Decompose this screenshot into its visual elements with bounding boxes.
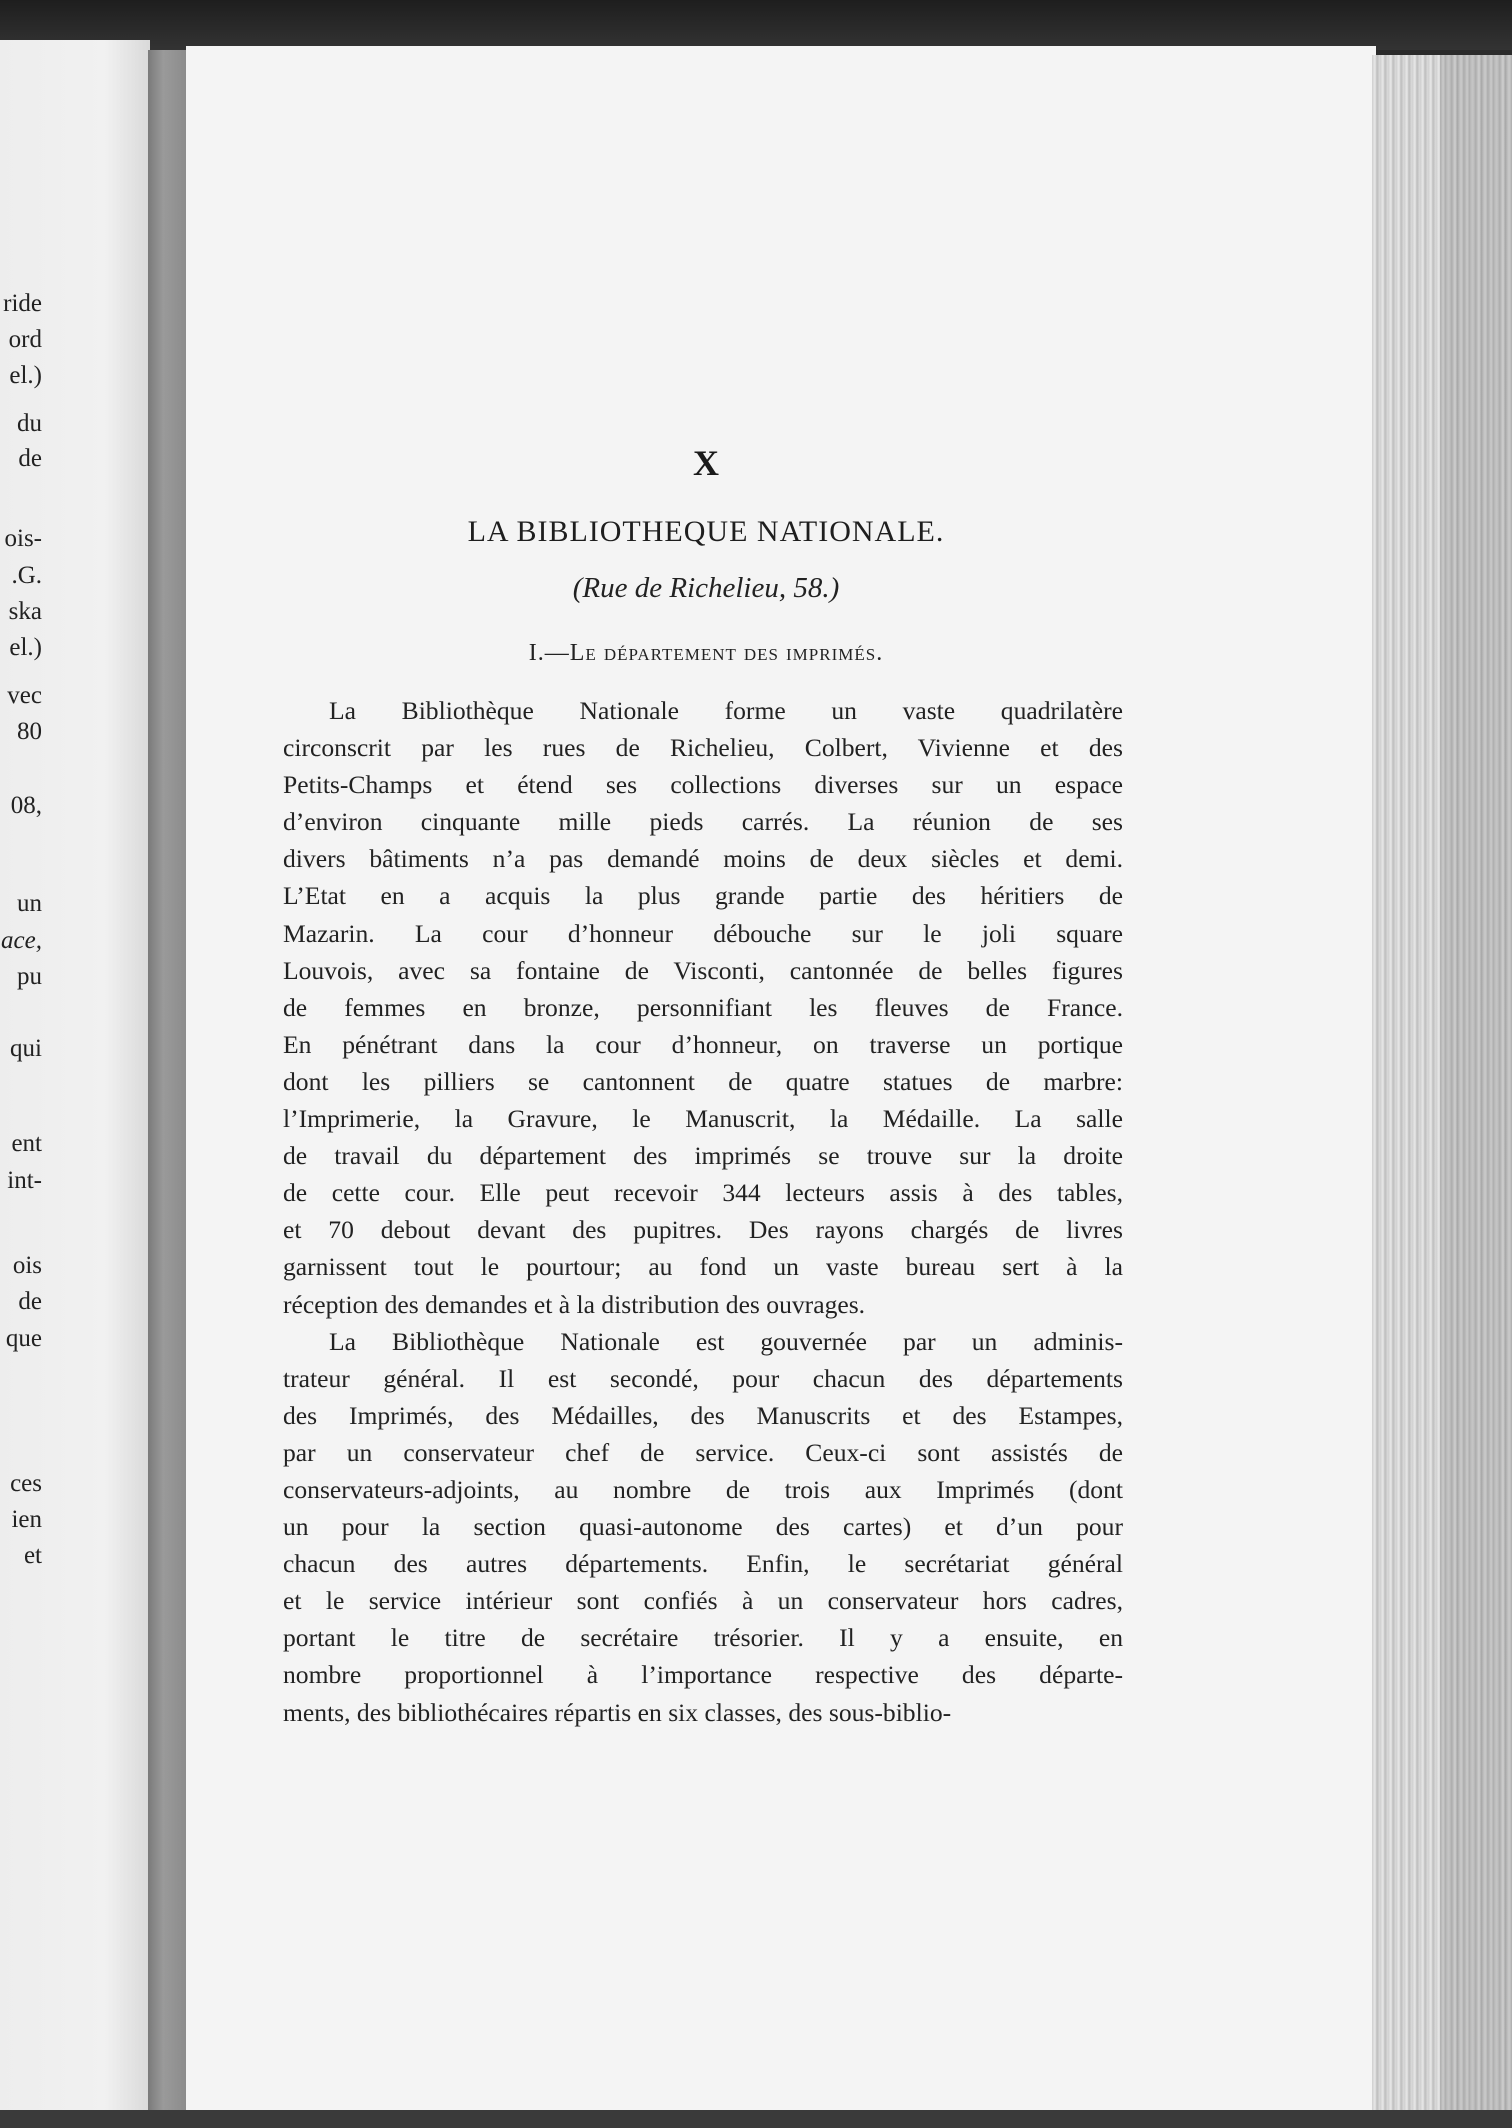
left-page-fragment: ois <box>12 1252 42 1279</box>
body-line: de femmes en bronze, personnifiant les fleuves de France. <box>283 992 1123 1022</box>
body-line: des Imprimés, des Médailles, des Manuscrits et des Estampes, <box>283 1400 1123 1430</box>
body-line: ments, des bibliothécaires répartis en six classes, des sous-biblio- <box>283 1697 952 1727</box>
body-line: En pénétrant dans la cour d’honneur, on traverse un portique <box>283 1029 1123 1059</box>
left-page-fragment: de <box>18 445 42 472</box>
body-line: l’Imprimerie, la Gravure, le Manuscrit, la Médaille. La salle <box>283 1104 1123 1134</box>
left-page-fragment: qui <box>10 1035 42 1062</box>
body-line: d’environ cinquante mille pieds carrés. La réunion de ses <box>283 807 1123 837</box>
chapter-number: X <box>693 443 719 483</box>
page-edges-shadow <box>1440 55 1512 2110</box>
left-page-fragment: .G. <box>11 562 42 589</box>
body-line: chacun des autres départements. Enfin, le secrétariat général <box>283 1549 1123 1579</box>
body-line: trateur général. Il est secondé, pour chacun des départements <box>283 1363 1123 1393</box>
left-page-fragment: ride <box>3 290 42 317</box>
body-line: conservateurs-adjoints, au nombre de trois aux Imprimés (dont <box>283 1474 1123 1504</box>
left-page-fragment: el.) <box>9 634 42 661</box>
body-line: de cette cour. Elle peut recevoir 344 lecteurs assis à des tables, <box>283 1178 1123 1208</box>
left-page-fragment: int- <box>7 1167 42 1194</box>
left-page-fragment: 08, <box>10 792 42 819</box>
body-line: garnissent tout le pourtour; au fond un vaste bureau sert à la <box>283 1252 1123 1282</box>
body-line: par un conservateur chef de service. Ceux-ci sont assistés de <box>283 1437 1123 1467</box>
section-heading <box>286 640 1126 667</box>
left-page-fragment: pu <box>17 963 42 990</box>
body-line: Mazarin. La cour d’honneur débouche sur le joli square <box>283 918 1123 948</box>
left-page-fragment: de <box>18 1288 42 1315</box>
body-line: un pour la section quasi-autonome des cartes) et d’un pour <box>283 1512 1123 1542</box>
left-page-fragment: ord <box>8 326 42 353</box>
body-line: La Bibliothèque Nationale est gouvernée par un adminis- <box>329 1326 1123 1356</box>
body-line: circonscrit par les rues de Richelieu, Colbert, Vivienne et des <box>283 733 1123 763</box>
left-page-fragment: que <box>5 1325 42 1352</box>
left-page-fragment: ska <box>8 598 42 625</box>
left-page-fragment: du <box>17 410 42 437</box>
body-line: réception des demandes et à la distribution des ouvrages. <box>283 1289 866 1319</box>
body-line: de travail du département des imprimés se trouve sur la droite <box>283 1141 1123 1171</box>
left-page-fragment: ces <box>10 1470 42 1497</box>
body-line: L’Etat en a acquis la plus grande partie des héritiers de <box>283 881 1123 911</box>
background-top <box>0 0 1512 50</box>
left-page-fragment: un <box>17 890 42 917</box>
left-page-fragment: el.) <box>9 362 42 389</box>
left-page-fragment: ois- <box>4 525 42 552</box>
body-line: Louvois, avec sa fontaine de Visconti, cantonnée de belles figures <box>283 955 1123 985</box>
background-bottom <box>0 2110 1512 2128</box>
left-page-fragment: ien <box>11 1506 42 1533</box>
body-line: La Bibliothèque Nationale forme un vaste quadrilatère <box>329 696 1123 725</box>
book-gutter <box>148 50 186 2120</box>
page-title: LA BIBLIOTHEQUE NATIONALE. <box>467 515 945 548</box>
left-page <box>0 40 150 2120</box>
body-text <box>283 692 1123 1731</box>
body-line: portant le titre de secrétaire trésorier. Il y a ensuite, en <box>283 1623 1123 1653</box>
section-heading-text: I.—Le département des imprimés. <box>528 640 884 666</box>
left-page-fragment: vec <box>7 682 42 709</box>
body-line: et le service intérieur sont confiés à un conservateur hors cadres, <box>283 1586 1123 1616</box>
body-line: dont les pilliers se cantonnent de quatre statues de marbre: <box>283 1066 1123 1096</box>
body-line: Petits-Champs et étend ses collections diverses sur un espace <box>283 770 1123 800</box>
page-subtitle: (Rue de Richelieu, 58.) <box>572 572 840 604</box>
left-page-fragment: ace, <box>1 927 42 954</box>
left-page-fragment: ent <box>11 1130 42 1157</box>
body-line: et 70 debout devant des pupitres. Des rayons chargés de livres <box>283 1215 1123 1245</box>
left-page-fragment: 80 <box>17 718 42 745</box>
body-line: divers bâtiments n’a pas demandé moins de deux siècles et demi. <box>283 844 1123 874</box>
left-page-fragment: et <box>23 1542 42 1569</box>
body-line: nombre proportionnel à l’importance respective des départe- <box>283 1660 1123 1690</box>
